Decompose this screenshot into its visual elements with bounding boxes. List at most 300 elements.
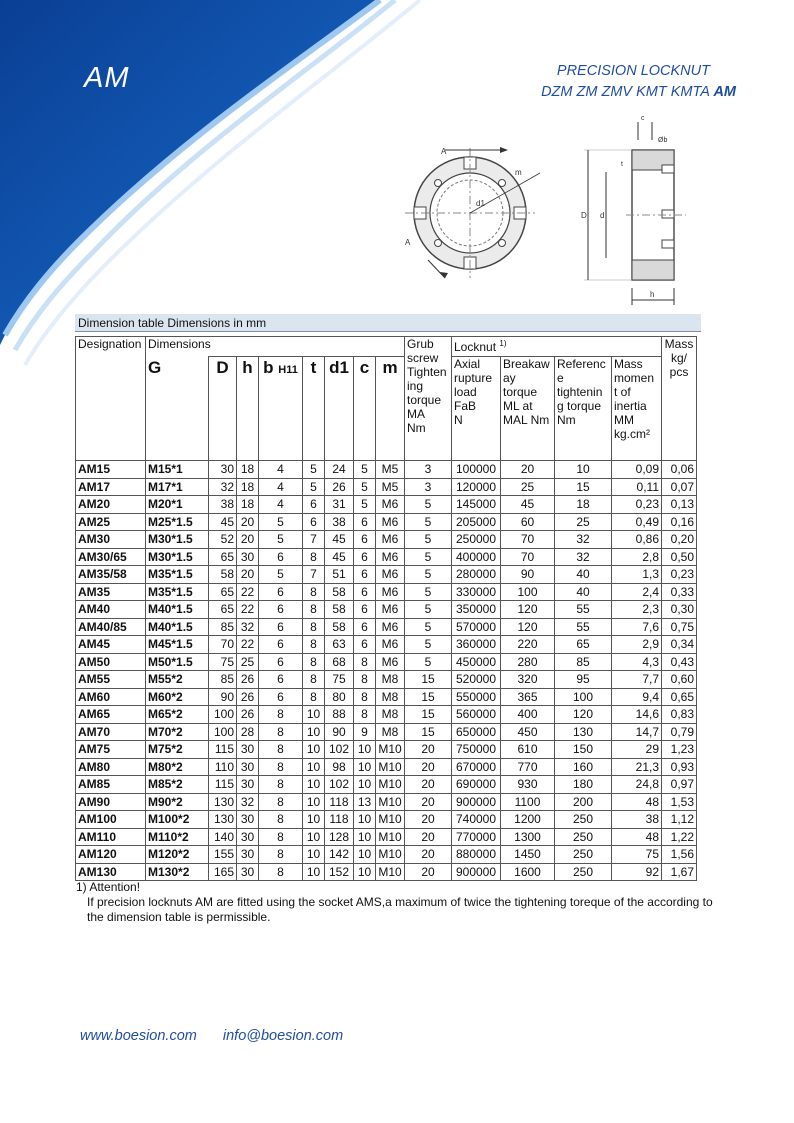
table-cell: 8 xyxy=(303,601,325,619)
table-cell: 6 xyxy=(259,618,303,636)
table-cell: AM30/65 xyxy=(76,548,146,566)
table-cell: 38 xyxy=(209,496,237,514)
table-cell: 8 xyxy=(259,741,303,759)
table-cell: 610 xyxy=(501,741,555,759)
table-cell: 0,20 xyxy=(662,531,697,549)
table-cell: 118 xyxy=(325,793,354,811)
table-row xyxy=(76,636,697,654)
table-cell: M10 xyxy=(376,863,405,881)
table-cell: AM30 xyxy=(76,531,146,549)
table-row xyxy=(76,793,697,811)
table-cell: 740000 xyxy=(452,811,501,829)
table-cell: 900000 xyxy=(452,863,501,881)
svg-text:A: A xyxy=(405,238,411,247)
table-cell: 20 xyxy=(405,863,452,881)
table-cell: 6 xyxy=(259,583,303,601)
table-cell: 14,6 xyxy=(612,706,662,724)
table-cell: 13 xyxy=(354,793,376,811)
table-cell: 20 xyxy=(405,758,452,776)
table-cell: 63 xyxy=(325,636,354,654)
table-cell: 8 xyxy=(354,671,376,689)
table-cell: 400000 xyxy=(452,548,501,566)
col-h: h xyxy=(237,357,259,461)
table-cell: AM40 xyxy=(76,601,146,619)
table-cell: 15 xyxy=(405,706,452,724)
table-cell: M10 xyxy=(376,828,405,846)
table-row xyxy=(76,461,697,479)
table-cell: 10 xyxy=(303,741,325,759)
table-cell: AM45 xyxy=(76,636,146,654)
table-cell: 90 xyxy=(325,723,354,741)
table-cell: 10 xyxy=(303,811,325,829)
table-cell: 400 xyxy=(501,706,555,724)
table-cell: 85 xyxy=(209,618,237,636)
note-body: If precision locknuts AM are fitted using the socket AMS,a maximum of twice the tightening toreque of the according to the dimension table is permissible. xyxy=(87,895,713,924)
table-cell: 75 xyxy=(209,653,237,671)
table-row xyxy=(76,653,697,671)
table-cell: 520000 xyxy=(452,671,501,689)
table-cell: 118 xyxy=(325,811,354,829)
table-cell: 750000 xyxy=(452,741,501,759)
table-cell: 0,65 xyxy=(662,688,697,706)
svg-text:A: A xyxy=(441,147,447,156)
table-cell: 5 xyxy=(303,478,325,496)
table-cell: 30 xyxy=(237,741,259,759)
table-cell: 1200 xyxy=(501,811,555,829)
table-cell: M6 xyxy=(376,618,405,636)
table-cell: 10 xyxy=(303,758,325,776)
table-cell: 70 xyxy=(501,548,555,566)
table-cell: 58 xyxy=(209,566,237,584)
table-row xyxy=(76,741,697,759)
table-cell: 8 xyxy=(303,618,325,636)
table-caption: Dimension table Dimensions in mm xyxy=(75,314,701,332)
table-cell: AM85 xyxy=(76,776,146,794)
table-cell: 9,4 xyxy=(612,688,662,706)
col-inertia: Mass momen t of inertia MM kg.cm² xyxy=(612,357,662,461)
table-cell: 1,67 xyxy=(662,863,697,881)
table-cell: 7 xyxy=(303,531,325,549)
table-cell: 165 xyxy=(209,863,237,881)
table-cell: 900000 xyxy=(452,793,501,811)
table-cell: 350000 xyxy=(452,601,501,619)
footer-contacts xyxy=(80,1028,343,1044)
table-cell: 115 xyxy=(209,741,237,759)
svg-text:d1: d1 xyxy=(476,199,485,208)
table-cell: 32 xyxy=(237,618,259,636)
table-cell: 2,9 xyxy=(612,636,662,654)
table-cell: 22 xyxy=(237,636,259,654)
table-cell: 92 xyxy=(612,863,662,881)
table-cell: 32 xyxy=(209,478,237,496)
table-cell: 6 xyxy=(303,496,325,514)
table-cell: 55 xyxy=(555,601,612,619)
svg-text:D: D xyxy=(581,211,587,220)
table-cell: 8 xyxy=(259,846,303,864)
table-cell: M10 xyxy=(376,793,405,811)
table-cell: 10 xyxy=(303,776,325,794)
table-cell: 10 xyxy=(354,846,376,864)
table-cell: 31 xyxy=(325,496,354,514)
table-cell: 10 xyxy=(354,828,376,846)
table-row xyxy=(76,846,697,864)
table-cell: 690000 xyxy=(452,776,501,794)
table-cell: 75 xyxy=(612,846,662,864)
table-cell: M35*1.5 xyxy=(146,566,209,584)
table-row xyxy=(76,601,697,619)
table-cell: 6 xyxy=(354,583,376,601)
table-row xyxy=(76,776,697,794)
table-cell: 20 xyxy=(405,811,452,829)
table-cell: 90 xyxy=(209,688,237,706)
table-cell: 20 xyxy=(501,461,555,479)
table-cell: 365 xyxy=(501,688,555,706)
col-mass: Mass kg/ pcs xyxy=(662,337,697,461)
table-cell: 100 xyxy=(209,706,237,724)
table-cell: 1,22 xyxy=(662,828,697,846)
table-cell: M130*2 xyxy=(146,863,209,881)
table-cell: 58 xyxy=(325,618,354,636)
table-cell: 6 xyxy=(259,688,303,706)
table-row xyxy=(76,671,697,689)
table-cell: 4 xyxy=(259,461,303,479)
table-cell: M30*1.5 xyxy=(146,548,209,566)
table-cell: 0,23 xyxy=(612,496,662,514)
table-cell: 6 xyxy=(354,618,376,636)
table-cell: 250000 xyxy=(452,531,501,549)
table-cell: 60 xyxy=(501,513,555,531)
col-t: t xyxy=(303,357,325,461)
svg-text:c: c xyxy=(641,115,645,122)
table-cell: 0,50 xyxy=(662,548,697,566)
table-cell: M100*2 xyxy=(146,811,209,829)
table-cell: M15*1 xyxy=(146,461,209,479)
table-cell: 6 xyxy=(354,513,376,531)
table-cell: 5 xyxy=(259,566,303,584)
table-row xyxy=(76,566,697,584)
table-cell: 10 xyxy=(354,776,376,794)
table-cell: M35*1.5 xyxy=(146,583,209,601)
table-row xyxy=(76,496,697,514)
table-cell: 0,23 xyxy=(662,566,697,584)
table-cell: AM15 xyxy=(76,461,146,479)
table-cell: 880000 xyxy=(452,846,501,864)
table-cell: 18 xyxy=(237,496,259,514)
table-cell: 30 xyxy=(237,758,259,776)
table-cell: 120 xyxy=(501,618,555,636)
table-cell: 5 xyxy=(354,478,376,496)
table-cell: 30 xyxy=(237,548,259,566)
table-cell: 3 xyxy=(405,478,452,496)
table-cell: 6 xyxy=(259,671,303,689)
table-cell: 48 xyxy=(612,828,662,846)
table-cell: 24,8 xyxy=(612,776,662,794)
table-cell: 10 xyxy=(555,461,612,479)
table-cell: 30 xyxy=(237,846,259,864)
table-cell: 2,4 xyxy=(612,583,662,601)
table-cell: M40*1.5 xyxy=(146,618,209,636)
table-cell: 8 xyxy=(259,863,303,881)
table-cell: 51 xyxy=(325,566,354,584)
table-cell: 1,12 xyxy=(662,811,697,829)
table-cell: 10 xyxy=(303,863,325,881)
table-cell: 26 xyxy=(325,478,354,496)
table-cell: 5 xyxy=(405,513,452,531)
table-cell: AM55 xyxy=(76,671,146,689)
table-row xyxy=(76,863,697,881)
table-cell: 22 xyxy=(237,601,259,619)
table-cell: M10 xyxy=(376,758,405,776)
table-cell: 58 xyxy=(325,601,354,619)
table-cell: 1,56 xyxy=(662,846,697,864)
table-cell: AM80 xyxy=(76,758,146,776)
col-b: b H11 xyxy=(259,357,303,461)
table-cell: 45 xyxy=(325,531,354,549)
table-cell: M8 xyxy=(376,688,405,706)
table-cell: 6 xyxy=(259,653,303,671)
table-cell: 7,7 xyxy=(612,671,662,689)
table-row xyxy=(76,723,697,741)
table-cell: 0,83 xyxy=(662,706,697,724)
table-cell: M17*1 xyxy=(146,478,209,496)
table-cell: 770 xyxy=(501,758,555,776)
table-cell: 8 xyxy=(259,758,303,776)
table-cell: 38 xyxy=(325,513,354,531)
table-cell: 1,53 xyxy=(662,793,697,811)
table-cell: M6 xyxy=(376,583,405,601)
table-row xyxy=(76,688,697,706)
table-cell: 32 xyxy=(555,548,612,566)
table-cell: 20 xyxy=(237,513,259,531)
table-cell: 5 xyxy=(354,496,376,514)
table-row xyxy=(76,478,697,496)
table-cell: 3 xyxy=(405,461,452,479)
table-cell: M85*2 xyxy=(146,776,209,794)
table-cell: 330000 xyxy=(452,583,501,601)
svg-text:t: t xyxy=(621,161,623,168)
table-cell: 5 xyxy=(405,618,452,636)
table-cell: 7 xyxy=(303,566,325,584)
col-D: D xyxy=(209,357,237,461)
table-cell: 65 xyxy=(209,583,237,601)
email-link[interactable]: info@boesion.com xyxy=(222,1028,344,1044)
table-cell: 320 xyxy=(501,671,555,689)
col-G: G xyxy=(146,357,209,461)
table-cell: 10 xyxy=(354,758,376,776)
table-cell: 8 xyxy=(303,548,325,566)
table-cell: M20*1 xyxy=(146,496,209,514)
table-cell: 6 xyxy=(303,513,325,531)
table-cell: 1600 xyxy=(501,863,555,881)
table-cell: 0,60 xyxy=(662,671,697,689)
table-cell: 85 xyxy=(555,653,612,671)
table-cell: 18 xyxy=(555,496,612,514)
table-cell: 8 xyxy=(303,653,325,671)
svg-text:h: h xyxy=(650,290,655,299)
table-cell: 88 xyxy=(325,706,354,724)
table-cell: 8 xyxy=(303,583,325,601)
table-row xyxy=(76,811,697,829)
table-cell: 75 xyxy=(325,671,354,689)
table-cell: 30 xyxy=(237,776,259,794)
table-cell: 550000 xyxy=(452,688,501,706)
table-cell: 15 xyxy=(555,478,612,496)
table-cell: AM40/85 xyxy=(76,618,146,636)
table-cell: 160 xyxy=(555,758,612,776)
table-cell: 0,43 xyxy=(662,653,697,671)
table-cell: M75*2 xyxy=(146,741,209,759)
table-cell: 560000 xyxy=(452,706,501,724)
table-cell: 20 xyxy=(405,846,452,864)
table-cell: 8 xyxy=(259,776,303,794)
table-cell: 142 xyxy=(325,846,354,864)
table-cell: 0,13 xyxy=(662,496,697,514)
table-cell: 8 xyxy=(259,723,303,741)
svg-text:d: d xyxy=(600,211,605,220)
table-cell: 18 xyxy=(237,461,259,479)
table-cell: 128 xyxy=(325,828,354,846)
dimension-table xyxy=(75,336,697,881)
table-cell: 20 xyxy=(405,828,452,846)
table-cell: 70 xyxy=(501,531,555,549)
table-cell: AM120 xyxy=(76,846,146,864)
table-cell: 55 xyxy=(555,618,612,636)
table-cell: M5 xyxy=(376,478,405,496)
table-cell: 205000 xyxy=(452,513,501,531)
table-cell: AM20 xyxy=(76,496,146,514)
table-cell: 100 xyxy=(209,723,237,741)
table-cell: AM50 xyxy=(76,653,146,671)
table-cell: 26 xyxy=(237,706,259,724)
table-cell: 130 xyxy=(209,811,237,829)
table-cell: 115 xyxy=(209,776,237,794)
table-cell: 0,33 xyxy=(662,583,697,601)
table-cell: 26 xyxy=(237,688,259,706)
table-cell: M8 xyxy=(376,723,405,741)
table-cell: 670000 xyxy=(452,758,501,776)
table-cell: AM75 xyxy=(76,741,146,759)
col-axial-load: Axial rupture load FaB N xyxy=(452,357,501,461)
table-cell: M6 xyxy=(376,566,405,584)
product-title: PRECISION LOCKNUT xyxy=(556,63,710,79)
table-cell: M70*2 xyxy=(146,723,209,741)
table-cell: 0,09 xyxy=(612,461,662,479)
table-cell: 102 xyxy=(325,741,354,759)
table-cell: M25*1.5 xyxy=(146,513,209,531)
table-cell: 8 xyxy=(303,688,325,706)
col-grub-screw: Grub screw Tighten ing torque MA Nm xyxy=(405,337,452,461)
table-cell: M6 xyxy=(376,653,405,671)
table-cell: 30 xyxy=(237,811,259,829)
table-cell: M6 xyxy=(376,601,405,619)
svg-text:Øb: Øb xyxy=(658,137,668,144)
table-cell: 70 xyxy=(209,636,237,654)
table-cell: 15 xyxy=(405,723,452,741)
table-cell: 8 xyxy=(259,828,303,846)
table-cell: 1100 xyxy=(501,793,555,811)
table-cell: 5 xyxy=(405,583,452,601)
table-cell: 80 xyxy=(325,688,354,706)
table-cell: 0,79 xyxy=(662,723,697,741)
table-cell: 5 xyxy=(405,653,452,671)
table-cell: AM25 xyxy=(76,513,146,531)
col-designation: Designation xyxy=(76,337,146,461)
table-row xyxy=(76,618,697,636)
table-cell: 45 xyxy=(209,513,237,531)
table-cell: 145000 xyxy=(452,496,501,514)
table-cell: 98 xyxy=(325,758,354,776)
table-cell: 0,97 xyxy=(662,776,697,794)
table-cell: AM100 xyxy=(76,811,146,829)
table-cell: 100 xyxy=(555,688,612,706)
table-cell: 250 xyxy=(555,811,612,829)
table-cell: 28 xyxy=(237,723,259,741)
table-cell: AM70 xyxy=(76,723,146,741)
table-cell: 10 xyxy=(354,741,376,759)
table-cell: 0,30 xyxy=(662,601,697,619)
table-cell: M45*1.5 xyxy=(146,636,209,654)
table-cell: 5 xyxy=(354,461,376,479)
table-cell: 570000 xyxy=(452,618,501,636)
table-cell: 10 xyxy=(303,706,325,724)
table-cell: 10 xyxy=(303,723,325,741)
website-link[interactable]: www.boesion.com xyxy=(80,1028,197,1044)
table-cell: 120 xyxy=(555,706,612,724)
table-cell: M6 xyxy=(376,496,405,514)
table-cell: 85 xyxy=(209,671,237,689)
svg-text:m: m xyxy=(515,168,522,177)
col-c: c xyxy=(354,357,376,461)
table-cell: AM65 xyxy=(76,706,146,724)
table-cell: 1300 xyxy=(501,828,555,846)
table-cell: 8 xyxy=(303,636,325,654)
table-cell: 140 xyxy=(209,828,237,846)
col-d1: d1 xyxy=(325,357,354,461)
table-cell: 20 xyxy=(405,741,452,759)
table-cell: 68 xyxy=(325,653,354,671)
attention-note xyxy=(76,880,716,925)
table-cell: 0,75 xyxy=(662,618,697,636)
table-cell: 20 xyxy=(237,566,259,584)
table-cell: 5 xyxy=(259,531,303,549)
table-cell: 24 xyxy=(325,461,354,479)
note-title: 1) Attention! xyxy=(76,880,141,894)
table-cell: 2,3 xyxy=(612,601,662,619)
table-cell: M120*2 xyxy=(146,846,209,864)
table-cell: 0,06 xyxy=(662,461,697,479)
table-cell: 21,3 xyxy=(612,758,662,776)
table-cell: AM110 xyxy=(76,828,146,846)
table-cell: 102 xyxy=(325,776,354,794)
table-cell: M10 xyxy=(376,811,405,829)
table-cell: 5 xyxy=(259,513,303,531)
table-cell: M6 xyxy=(376,531,405,549)
table-cell: AM60 xyxy=(76,688,146,706)
table-cell: 130 xyxy=(209,793,237,811)
table-cell: 4 xyxy=(259,478,303,496)
table-cell: 152 xyxy=(325,863,354,881)
product-series: DZM ZM ZMV KMT KMTA AM xyxy=(541,84,736,100)
table-cell: 65 xyxy=(555,636,612,654)
table-cell: 26 xyxy=(237,671,259,689)
table-cell: M90*2 xyxy=(146,793,209,811)
col-m: m xyxy=(376,357,405,461)
table-cell: M10 xyxy=(376,776,405,794)
table-cell: 52 xyxy=(209,531,237,549)
table-cell: 20 xyxy=(237,531,259,549)
table-cell: 25 xyxy=(501,478,555,496)
table-cell: 8 xyxy=(303,671,325,689)
